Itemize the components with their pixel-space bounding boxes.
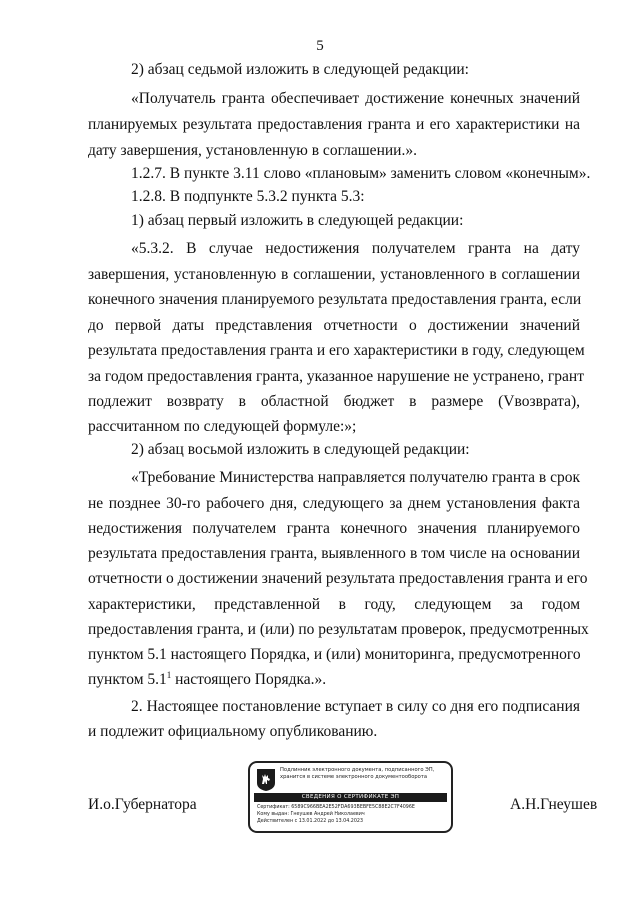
stamp-header-line: хранится в системе электронного документооборота <box>280 773 428 780</box>
certificate-validity: Действителен с 13.01.2022 до 13.04.2023 <box>257 818 364 824</box>
superscript: 1 <box>166 669 172 680</box>
signatory-name: А.Н.Гнеушев <box>510 796 598 813</box>
stamp-header-line: Подлинник электронного документа, подписанного ЭП, <box>280 767 435 773</box>
stamp-details <box>257 805 415 825</box>
paragraph-line <box>88 670 580 690</box>
signatory-title: И.о.Губернатора <box>88 796 197 813</box>
paragraph-line: не позднее 30-го рабочего дня, следующего за днем установления факта <box>88 495 580 512</box>
paragraph-line: и подлежит официальному опубликованию. <box>88 723 378 740</box>
paragraph-line: дату завершения, установленную в соглашении.». <box>88 142 417 159</box>
certificate-owner: Кому выдан: Гнеушев Андрей Николаевич <box>257 811 365 817</box>
paragraph-line: планируемых результата предоставления гранта и его характеристики на <box>88 116 580 133</box>
certificate-number: Сертификат: 6589C966BEA2E52FDA693BEBFE5C88E2C7F4096E <box>257 805 415 810</box>
e-signature-stamp <box>248 761 453 833</box>
paragraph-line: подлежит возврату в областной бюджет в размере (Vвозврата), <box>88 393 580 410</box>
paragraph-line: пунктом 5.1 настоящего Порядка, и (или) мониторинга, предусмотренного <box>88 646 581 663</box>
paragraph-line: результата предоставления гранта и его характеристики в году, следующем <box>88 342 585 359</box>
paragraph-line: «5.3.2. В случае недостижения получателем гранта на дату <box>131 240 580 257</box>
paragraph-line: отчетности о достижении значений результата предоставления гранта и его <box>88 570 588 587</box>
paragraph-line: до первой даты представления отчетности о достижении значений <box>88 317 580 334</box>
paragraph-line: 1.2.8. В подпункте 5.3.2 пункта 5.3: <box>131 188 365 205</box>
paragraph-line: 2) абзац восьмой изложить в следующей редакции: <box>131 441 470 458</box>
paragraph-line: 1) абзац первый изложить в следующей редакции: <box>131 212 464 229</box>
paragraph-line: завершения, установленную в соглашении, установленного в соглашении <box>88 266 580 283</box>
paragraph-line: недостижения получателем гранта конечного значения планируемого <box>88 520 580 537</box>
paragraph-line: результата предоставления гранта, выявленного в том числе на основании <box>88 545 580 562</box>
paragraph-line: рассчитанном по следующей формуле:»; <box>88 418 357 435</box>
paragraph-line: характеристики, представленной в году, следующем за годом <box>88 596 580 613</box>
stamp-title: СВЕДЕНИЯ О СЕРТИФИКАТЕ ЭП <box>254 793 447 802</box>
deer-emblem-icon <box>256 768 276 792</box>
paragraph-line: предоставления гранта, и (или) по результатам проверок, предусмотренных <box>88 621 589 638</box>
line-text: настоящего Порядка.». <box>171 671 327 688</box>
paragraph-line: «Получатель гранта обеспечивает достижение конечных значений <box>131 90 580 107</box>
page-number: 5 <box>316 38 324 54</box>
line-text: пунктом 5.1 <box>88 671 167 688</box>
paragraph-line: 2) абзац седьмой изложить в следующей редакции: <box>131 61 469 78</box>
paragraph-line: «Требование Министерства направляется получателю гранта в срок <box>131 469 580 486</box>
paragraph-line: 2. Настоящее постановление вступает в силу со дня его подписания <box>131 698 580 715</box>
paragraph-line: 1.2.7. В пункте 3.11 слово «плановым» заменить словом «конечным». <box>131 165 591 182</box>
paragraph-line: конечного значения планируемого результата предоставления гранта, если <box>88 291 582 308</box>
paragraph-line: за годом предоставления гранта, указанное нарушение не устранено, грант <box>88 368 584 385</box>
stamp-header <box>280 767 434 780</box>
